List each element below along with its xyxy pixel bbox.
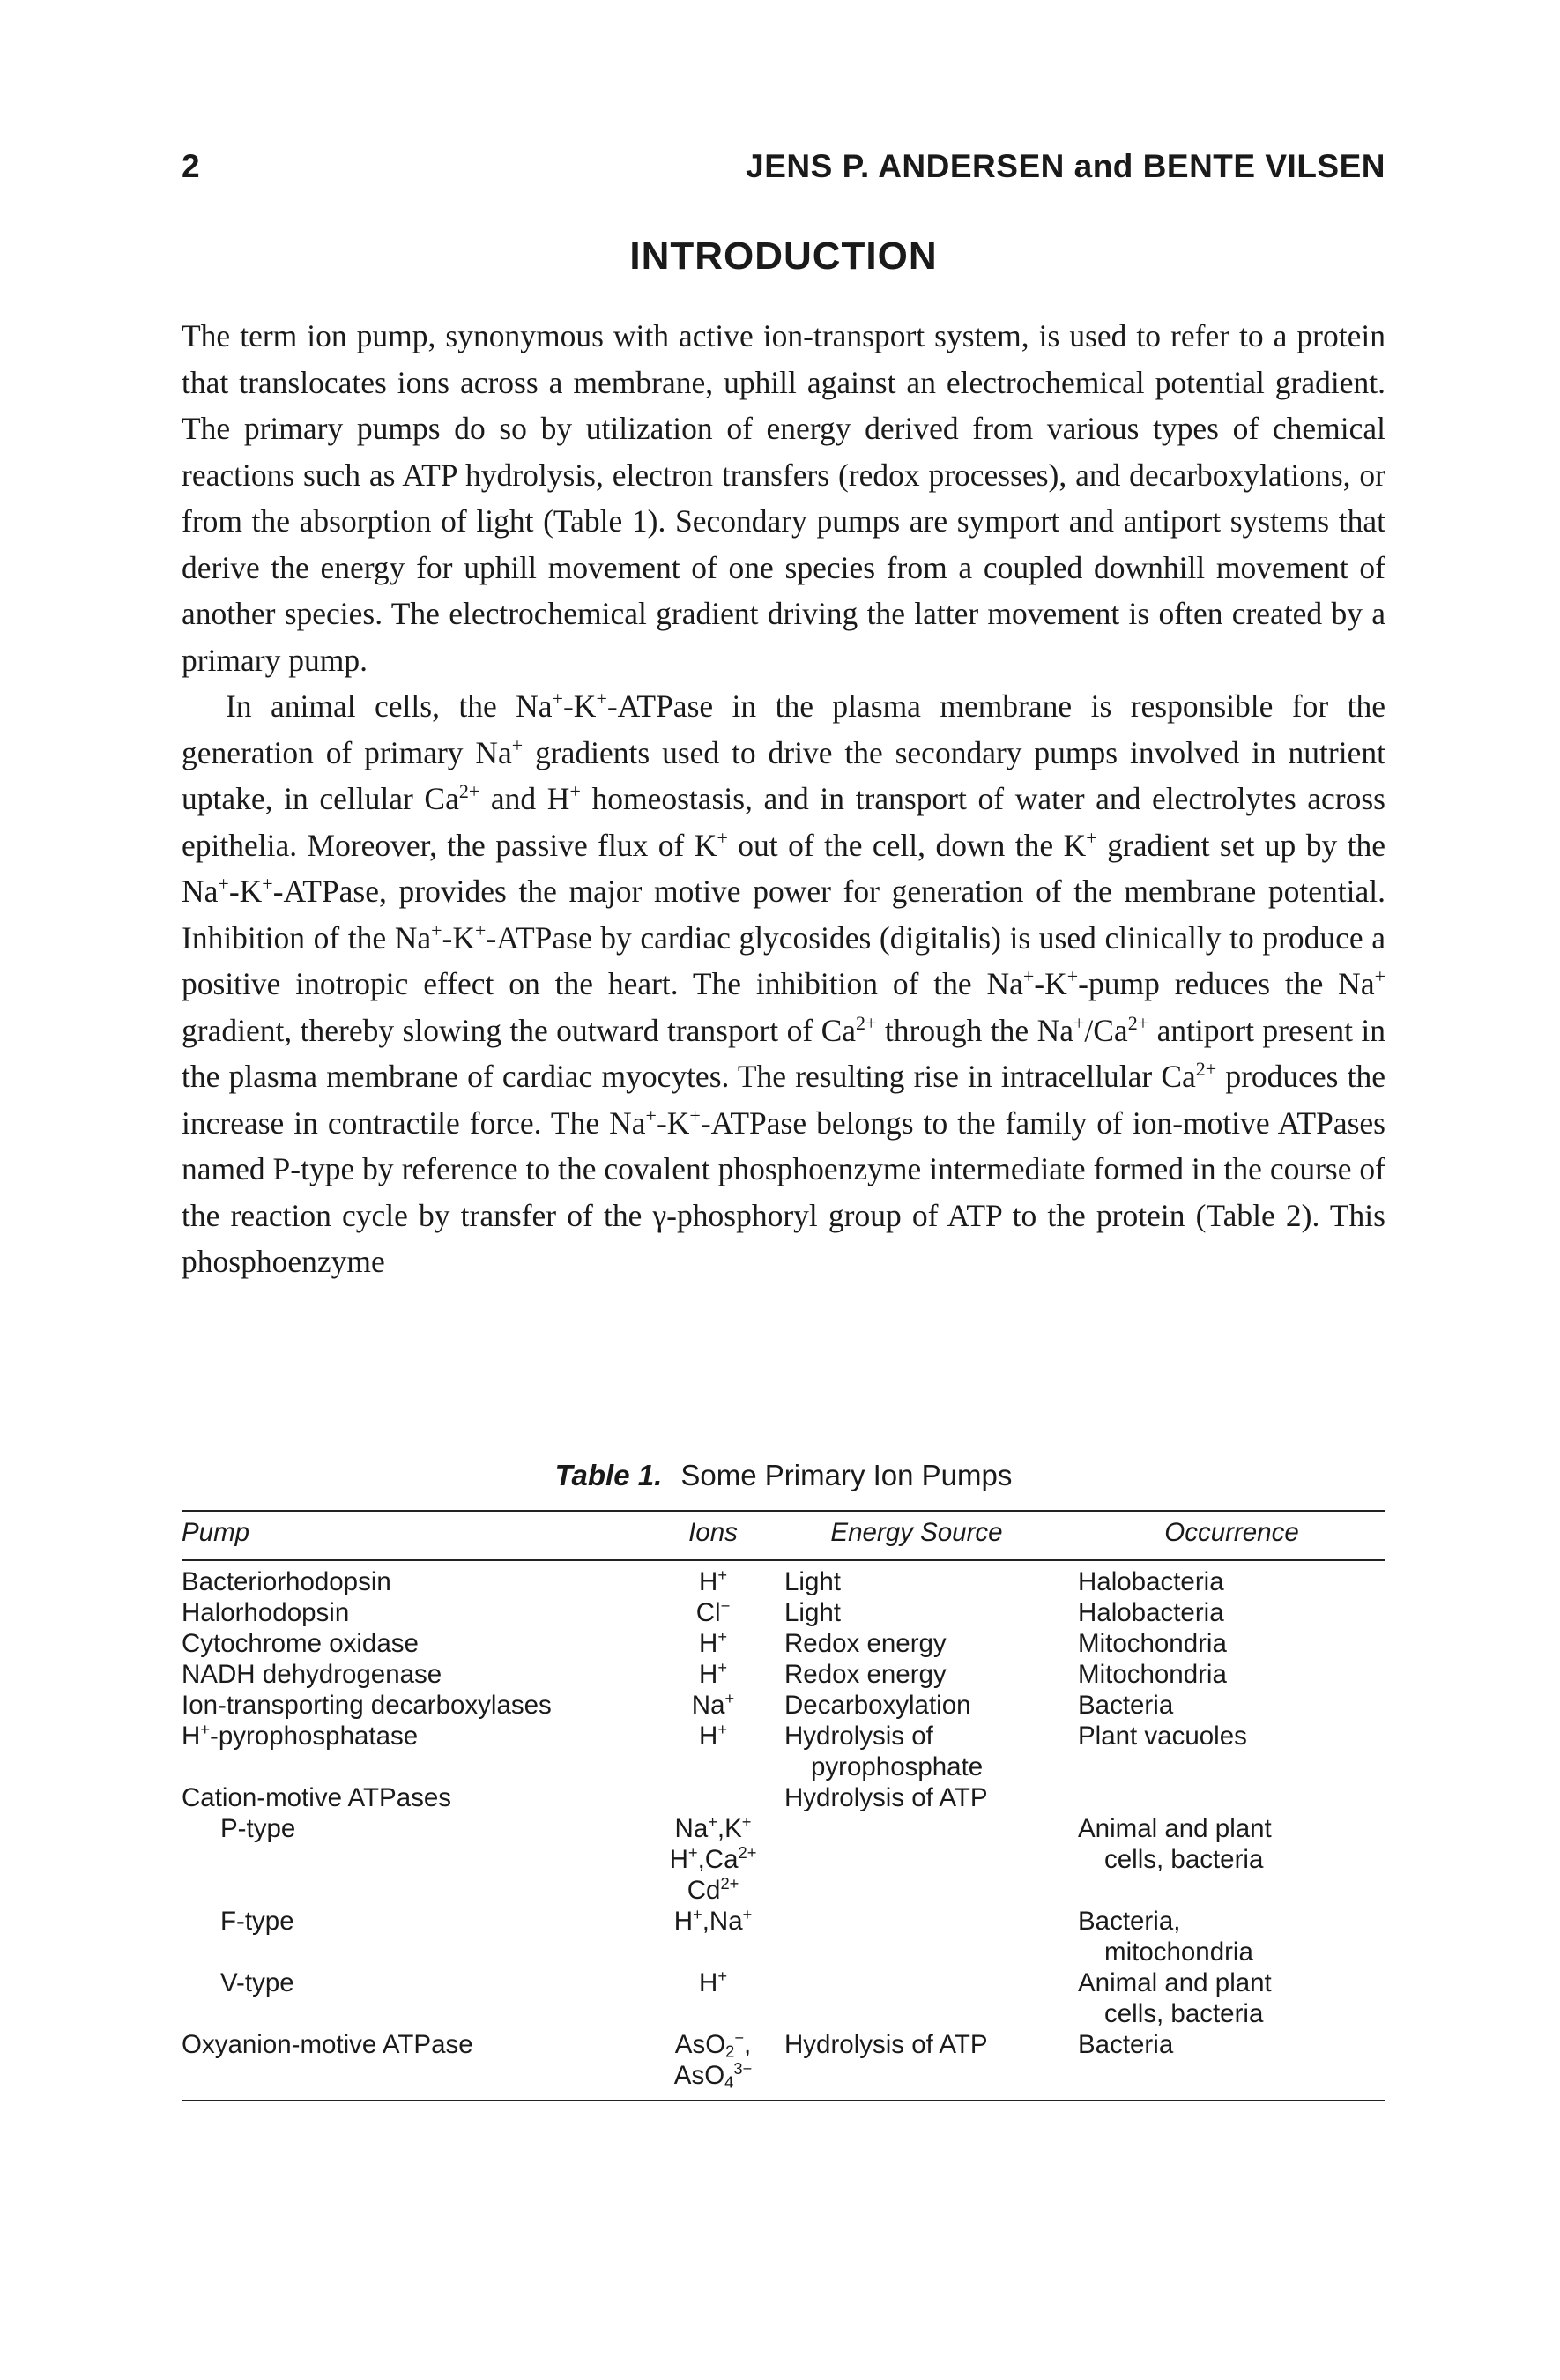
cell-energy-source: [767, 2029, 1078, 2091]
cell-line: cells, bacteria: [1104, 1845, 1264, 1874]
cell-line: H+-pyrophosphatase: [182, 1720, 419, 1751]
cell-ions: [659, 1906, 767, 1967]
cell-line: Mitochondria: [1078, 1629, 1227, 1658]
table-row: [182, 1906, 1385, 1967]
cell-line: H+: [699, 1967, 727, 1997]
cell-line: Decarboxylation: [784, 1691, 971, 1720]
cell-line: mitochondria: [1104, 1937, 1253, 1967]
cell-pump: [182, 1659, 659, 1690]
cell-line: Halobacteria: [1078, 1567, 1224, 1596]
cell-occurrence: [1078, 1967, 1385, 2029]
cell-occurrence: [1078, 1659, 1385, 1690]
author-names: JENS P. ANDERSEN and BENTE VILSEN: [746, 148, 1385, 184]
cell-line: Bacteria: [1078, 1691, 1174, 1720]
cell-line: F-type: [220, 1907, 294, 1936]
cell-energy-source: [767, 1628, 1078, 1659]
cell-line: cells, bacteria: [1104, 1999, 1264, 2028]
table-primary-ion-pumps: [182, 1510, 1385, 2101]
cell-occurrence: [1078, 1628, 1385, 1659]
cell-line: Halorhodopsin: [182, 1598, 350, 1627]
cell-line: Cl−: [695, 1596, 731, 1627]
cell-line: H+: [699, 1627, 727, 1658]
cell-energy-source: [767, 1967, 1078, 2029]
cell-ions: [659, 1597, 767, 1628]
cell-line: Na+: [691, 1689, 735, 1720]
cell-pump: [182, 1782, 659, 1813]
cell-line: Ion-transporting decarboxylases: [182, 1691, 552, 1720]
cell-line: Hydrolysis of ATP: [784, 2030, 988, 2059]
cell-line: $Cd^{2+}$: [687, 1874, 739, 1905]
cell-pump: [182, 1967, 659, 2029]
cell-line: H+: [699, 1658, 727, 1689]
cell-line: Bacteria,: [1078, 1907, 1181, 1936]
cell-energy-source: [767, 1690, 1078, 1721]
cell-ions: [659, 1721, 767, 1782]
page-number: 2: [182, 148, 200, 184]
cell-line: Animal and plant: [1078, 1968, 1272, 1997]
cell-energy-source: [767, 1906, 1078, 1967]
table-row: [182, 1566, 1385, 1597]
cell-line: pyrophosphate: [811, 1752, 984, 1781]
cell-line: NADH dehydrogenase: [182, 1660, 442, 1689]
section-title: INTRODUCTION: [629, 234, 938, 278]
column-header-ions: Ions: [688, 1518, 738, 1547]
table-row: [182, 1659, 1385, 1690]
cell-energy-source: [767, 1813, 1078, 1906]
table-row: [182, 1813, 1385, 1906]
cell-line: P-type: [220, 1814, 296, 1843]
cell-occurrence: [1078, 1906, 1385, 1967]
cell-pump: [182, 2029, 659, 2091]
cell-line: Animal and plant: [1078, 1814, 1272, 1843]
cell-line: Hydrolysis of: [784, 1722, 933, 1751]
table-row: [182, 1690, 1385, 1721]
cell-line: Na+,K+: [674, 1812, 752, 1843]
cell-occurrence: [1078, 1721, 1385, 1782]
cell-energy-source: [767, 1782, 1078, 1813]
table-row: [182, 1628, 1385, 1659]
table-row: [182, 1597, 1385, 1628]
cell-ions: [659, 1690, 767, 1721]
cell-ions: [659, 1566, 767, 1597]
cell-energy-source: [767, 1721, 1078, 1782]
cell-line: Bacteria: [1078, 2030, 1174, 2059]
body-text: [182, 313, 1385, 1285]
table-label: Table 1.: [554, 1459, 663, 1491]
cell-ions: [659, 2029, 767, 2091]
cell-pump: [182, 1721, 659, 1782]
column-header-energy-source: Energy Source: [830, 1518, 1003, 1547]
cell-ions: [659, 1967, 767, 2029]
cell-line: Redox energy: [784, 1660, 947, 1689]
cell-ions: [659, 1628, 767, 1659]
cell-line: Light: [784, 1598, 841, 1627]
cell-line: Light: [784, 1567, 841, 1596]
cell-occurrence: [1078, 1782, 1385, 1813]
cell-occurrence: [1078, 2029, 1385, 2091]
cell-ions: [659, 1659, 767, 1690]
cell-line: Plant vacuoles: [1078, 1722, 1247, 1751]
cell-occurrence: [1078, 1813, 1385, 1906]
cell-line: Cation-motive ATPases: [182, 1783, 452, 1812]
cell-line: Halobacteria: [1078, 1598, 1224, 1627]
column-header-occurrence: Occurrence: [1164, 1518, 1299, 1547]
paragraph-2: In animal cells, the Na+-K+-ATPase in the plasma membrane is responsible for the generation of primary Na+ gradients used to drive the secondary pumps involved in nutrient uptake, in cellular $Ca^{2+}$ and H+ homeostasis, and in transport of water and electrolytes across epithelia. Moreover, the passive flux of K+ out of the cell, down the K+ gradient set up by the Na+-K+-ATPase, provides the major motive power for generation of the membrane potential. Inhibition of the Na+-K+-ATPase by cardiac glycosides (digitalis) is used clinically to produce a positive inotropic effect on the heart. The inhibition of the Na+-K+-pump reduces the Na+ gradient, thereby slowing the outward transport of $Ca^{2+}$ through the $Na^+/Ca^{2+}$ antiport present in the plasma membrane of cardiac myocytes. The resulting rise in intracellular $Ca^{2+}$ produces the increase in contractile force. The Na+-K+-ATPase belongs to the family of ion-motive ATPases named P-type by reference to the covalent phosphoenzyme intermediate formed in the course of the reaction cycle by transfer of the γ-phosphoryl group of ATP to the protein (Table 2). This phosphoenzyme: [182, 687, 1386, 1279]
cell-occurrence: [1078, 1690, 1385, 1721]
table-row: [182, 2029, 1385, 2091]
cell-ions: [659, 1813, 767, 1906]
cell-ions: [659, 1782, 767, 1813]
cell-energy-source: [767, 1566, 1078, 1597]
cell-line: Hydrolysis of ATP: [784, 1783, 988, 1812]
cell-pump: [182, 1813, 659, 1906]
cell-pump: [182, 1628, 659, 1659]
table-body: [182, 1561, 1385, 2100]
cell-line: AsO$_2$−, AsO$_4^{3-}$: [673, 2028, 753, 2092]
column-header-pump: Pump: [182, 1518, 250, 1547]
cell-line: H+,Na+: [673, 1905, 753, 1936]
cell-pump: [182, 1906, 659, 1967]
cell-line: H+: [699, 1566, 727, 1596]
table-title: Some Primary Ion Pumps: [680, 1459, 1013, 1491]
cell-line: Bacteriorhodopsin: [182, 1567, 391, 1596]
cell-pump: [182, 1690, 659, 1721]
table-caption: [182, 1459, 1385, 1492]
cell-energy-source: [767, 1597, 1078, 1628]
paragraph-1: The term ion pump, synonymous with active ion-transport system, is used to refer to a protein that translocates ions across a membrane, uphill against an electrochemical potential gradient. The primary pumps do so by utilization of energy derived from various types of chemical reactions such as ATP hydrolysis, electron transfers (redox processes), and decarboxylations, or from the absorption of light (Table 1). Secondary pumps are symport and antiport systems that derive the energy for uphill movement of one species from a coupled downhill movement of another species. The electrochemical gradient driving the latter movement is often created by a primary pump.: [182, 318, 1385, 678]
cell-occurrence: [1078, 1597, 1385, 1628]
cell-energy-source: [767, 1659, 1078, 1690]
table-header-row: [182, 1512, 1385, 1559]
cell-line: $H^+,Ca^{2+}$: [669, 1843, 757, 1874]
table-row: [182, 1782, 1385, 1813]
cell-line: Mitochondria: [1078, 1660, 1227, 1689]
cell-line: V-type: [220, 1968, 294, 1997]
table-bottom-rule: [182, 2100, 1385, 2101]
cell-occurrence: [1078, 1566, 1385, 1597]
cell-pump: [182, 1597, 659, 1628]
cell-line: Cytochrome oxidase: [182, 1629, 419, 1658]
cell-pump: [182, 1566, 659, 1597]
running-header: [182, 148, 1385, 201]
cell-line: H+: [699, 1720, 727, 1751]
table-row: [182, 1721, 1385, 1782]
cell-line: Oxyanion-motive ATPase: [182, 2030, 473, 2059]
table-row: [182, 1967, 1385, 2029]
cell-line: Redox energy: [784, 1629, 947, 1658]
